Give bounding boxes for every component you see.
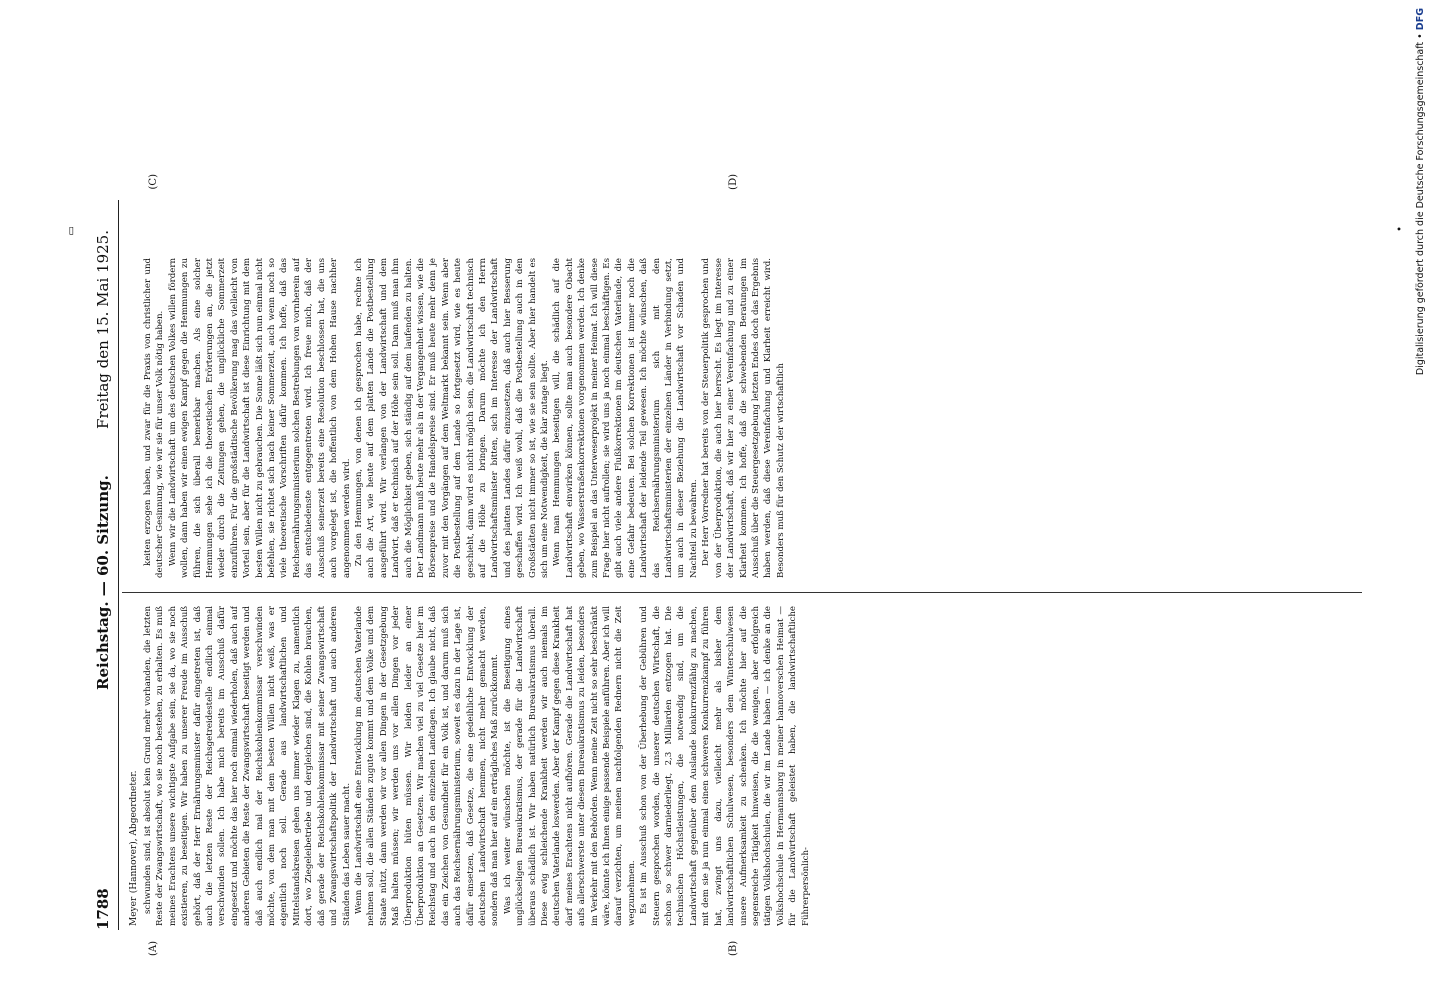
page-header xyxy=(88,200,122,930)
paragraph: Wenn man Hemmungen beseitigen will, die schädlich auf die Landwirtschaft einwirken können, sollte man auch besondere Obacht geben, wo Wasserstraßenkorrektionen vorgenommen werden. Ich denke zum Beispiel an das Unterweserprojekt in meiner Heimat. Ich will diese Frage hier nicht aufrollen; sie wird uns ja noch einmal beschäftigen. Es gibt auch viele andere Flußkorrektionen im deutschen Vaterlande, die eine Gefahr bedeuten. Bei solchen Korrektionen ist immer noch die Landwirtschaft der leidende Teil gewesen. Ich möchte wünschen, daß das Reichsernährungsministerium sich mit den Landwirtschaftsministerien der einzelnen Länder in Verbindung setzt, um auch in dieser Beziehung die Landwirtschaft vor Schaden und Nachteil zu bewahren. xyxy=(552,258,699,578)
column-divider xyxy=(122,592,1362,593)
dfg-logo: DFG xyxy=(1415,8,1426,31)
corner-mark: ▭ xyxy=(66,226,77,236)
header-rule xyxy=(118,200,119,930)
paragraph: Was ich weiter wünschen möchte, ist die Beseitigung eines unglückseligen Bureaukratismus, der gerade für die Landwirtschaft überaus schädlich ist. Wir haben natürlich Bureaukratismus überall. Diese ewig schleichende Krankheit werden wir auch niemals im deutschen Vaterlande loswerden. Aber der Kampf gegen diese Krankheit darf meines Erachtens nicht aufhören. Gerade die Landwirtschaft hat aufs allerschwerste unter diesem Bureaukratismus zu leiden, besonders im Verkehr mit den Behörden. Wenn meine Zeit nicht so sehr beschränkt wäre, könnte ich Ihnen einige passende Beispiele anführen. Aber ich will darauf verzichten, um meinen nachfolgenden Rednern nicht die Zeit wegzunehmen. xyxy=(502,606,637,926)
session-date: Freitag den 15. Mai 1925. xyxy=(94,230,112,429)
running-title: Reichstag. — 60. Sitzung. xyxy=(94,475,112,690)
margin-marker-a: (A) xyxy=(148,940,159,956)
speaker-name: Meyer xyxy=(129,896,139,926)
paragraph: Wenn die Landwirtschaft eine Entwicklung im deutschen Vaterlande nehmen soll, die allen Ständen zugute kommt und dem Volke und dem Staate nützt, dann werden wir vor allen Dingen in der Gesetzgebung Maß halten müssen; wir werden uns vor allen Dingen vor jeder Überproduktion hüten müssen. Wir leiden leider an einer Überproduktion an Gesetzen. Wir machen viel zu viel Gesetze hier im Reichstag und auch in den einzelnen Landtagen. Ich glaube nicht, daß das ein Zeichen von Gesundheit für ein Volk ist, und darum muß sich auch das Reichsernährungsministerium, soweit es dazu in der Lage ist, dafür einsetzen, daß Gesetze, die eine gedeihliche Entwicklung der deutschen Landwirtschaft hemmen, nicht mehr gemacht werden, sondern daß man hier auf ein erträgliches Maß zurückkommt. xyxy=(353,606,501,926)
left-column xyxy=(142,606,1362,926)
speaker-note: (Hannover), Abgeordneter. xyxy=(129,770,139,894)
credit-line: Digitalisierung gefördert durch die Deutsche Forschungsgemeinschaft • xyxy=(1415,33,1426,376)
page-number: 1788 xyxy=(94,888,112,930)
paragraph: Es ist im Ausschuß schon von der Überhebung der Gebühren und Steuern gesprochen worden, die unserer deutschen Wirtschaft, die schon so schwer darniederliegt, 2,3 Milliarden entzogen hat. Die technischen Höchstleistungen, die notwendig sind, um die Landwirtschaft gegenüber dem Auslande konkurrenzfähig zu machen, mit dem sie ja nun einmal einen schweren Konkurrenzkampf zu führen hat, zwingt uns dazu, vielleicht mehr als bisher dem landwirtschaftlichen Schulwesen, besonders dem Winterschulwesen unsere Aufmerksamkeit zu schenken. Ich möchte hier auf die segensreiche Tätigkeit hinweisen, die die wenigen, aber erfolgreich tätigen Volkshochschulen, die wir im Lande haben — ich denke an die Volkshochschule in Hermannsburg in meiner hannoverschen Heimat — für die Landwirtschaft geleistet haben, die landwirtschaftliche Führerpersönlich- xyxy=(639,606,811,926)
margin-marker-b: (B) xyxy=(728,940,739,956)
paragraph: Zu den Hemmungen, von denen ich gesprochen habe, rechne ich auch die Art, wie heute auf dem platten Lande die Postbestellung ausgeführt wird. Wir verlangen von der Landwirtschaft und dem Landwirt, daß er technisch auf der Höhe sein soll. Dann muß man ihm auch die Möglichkeit geben, sich ständig auf dem laufenden zu halten. Der Landmann muß heute mehr als in der Vergangenheit wissen, wie die Börsenpreise und die Handelspreise sind. Er muß heute mehr denn je zuvor mit den Vorgängen auf dem Weltmarkt bekannt sein. Wenn aber die Postbestellung auf dem Lande so fortgesetzt wird, wie es heute geschieht, dann wird es nicht möglich sein, die Landwirtschaft technisch auf die Höhe zu bringen. Darum möchte ich den Herrn Landwirtschaftsminister bitten, sich im Interesse der Landwirtschaft und des platten Landes dafür einzusetzen, daß auch hier Besserung geschaffen wird. Ich weiß wohl, daß die Postbestellung auch in den Großstädten nicht immer so ist, wie sie sein sollte. Aber hier handelt es sich um eine Notwendigkeit, die klar zutage liegt. xyxy=(353,258,550,578)
paragraph: Wenn wir die Landwirtschaft um des deutschen Volkes willen fördern wollen, dann haben wir einen ewigen Kampf gegen die Hemmungen zu führen, die sich überall bemerkbar machen. Als eine solcher Hemmungen sehe ich die theoretischen Erörterungen an, die jetzt wieder durch die Zeitungen gehen, die unglückliche Sommerzeit einzuführen. Für die großstädtische Bevölkerung mag das vielleicht von Vorteil sein, aber für die Landwirtschaft ist diese Einrichtung mit dem besten Willen nicht zu gebrauchen. Die Sonne läßt sich nun einmal nicht befehlen, sie richtet sich nach keiner Sommerzeit, auch wenn noch so viele theoretische Vorschriften dafür kommen. Ich hoffe, daß das Reichsernährungsministerium solchen Bestrebungen von vornherein auf das entschiedenste entgegentreten wird. Ich freue mich, daß der Ausschuß seinerzeit bereits eine Resolution beschlossen hat, die uns auch vorgelegt ist, die hoffentlich von dem Hohen Hause nachher angenommen werden wird. xyxy=(167,258,352,578)
paragraph: Der Herr Vorredner hat bereits von der Steuerpolitik gesprochen und von der Überproduktion, die auch hier herrscht. Es liegt im Interesse der Landwirtschaft, daß wir hier zu einer Vereinfachung und zu einer Klarheit kommen. Ich hoffe, daß die schwebenden Beratungen im Ausschuß über die Steuergesetzgebung letzten Endes doch das Ergebnis haben werden, daß diese Vereinfachung und Klarheit erreicht wird. Besonders muß für den Schutz der wirtschaftlich xyxy=(701,258,786,578)
margin-marker-c: (C) xyxy=(148,174,159,190)
speaker-line xyxy=(128,770,139,926)
right-column xyxy=(142,258,1362,578)
margin-marker-d: (D) xyxy=(728,174,739,190)
digitization-credit xyxy=(1410,8,1432,988)
bottom-mark: • xyxy=(1395,226,1406,232)
document-sheet xyxy=(66,174,1406,956)
paragraph: schwunden sind, ist absolut kein Grund mehr vorhanden, die letzten Reste der Zwangswirtschaft, wo sie noch bestehen, zu erhalten. Es muß meines Erachtens unsere wichtigste Aufgabe sein, sie da, wo sie noch existieren, zu beseitigen. Wir haben zu unserer Freude im Ausschuß gehört, daß der Herr Ernährungsminister dafür eingetreten ist, daß auch die letzten Reste der Reichsgetreidestelle endlich einmal verschwinden sollen. Ich habe mich bereits im Ausschuß dafür eingesetzt und möchte das hier noch einmal wiederholen, daß auch auf anderen Gebieten die Reste der Zwangswirtschaft beseitigt werden und daß auch endlich mal der Reichskohlenkommissar verschwinden möchte, von dem man mit dem besten Willen nicht weiß, was er eigentlich noch soll. Gerade aus landwirtschaftlichen und Mittelstandskreisen gehen uns immer wieder Klagen zu, namentlich dort, wo Ziegeleibetriebe und dergleichen sind, die Kohlen brauchen, daß gerade der Reichskohlenkommissar mit seiner Zwangswirtschaft und Zwangswirtschaftspolitik der Landwirtschaft und auch anderen Ständen das Leben sauer macht. xyxy=(143,606,352,926)
paragraph: keiten erzogen haben, und zwar für die Praxis von christlicher und deutscher Gesinnung, wie wir sie für unser Volk nötig haben. xyxy=(143,258,166,578)
credit-text xyxy=(1410,8,1432,988)
